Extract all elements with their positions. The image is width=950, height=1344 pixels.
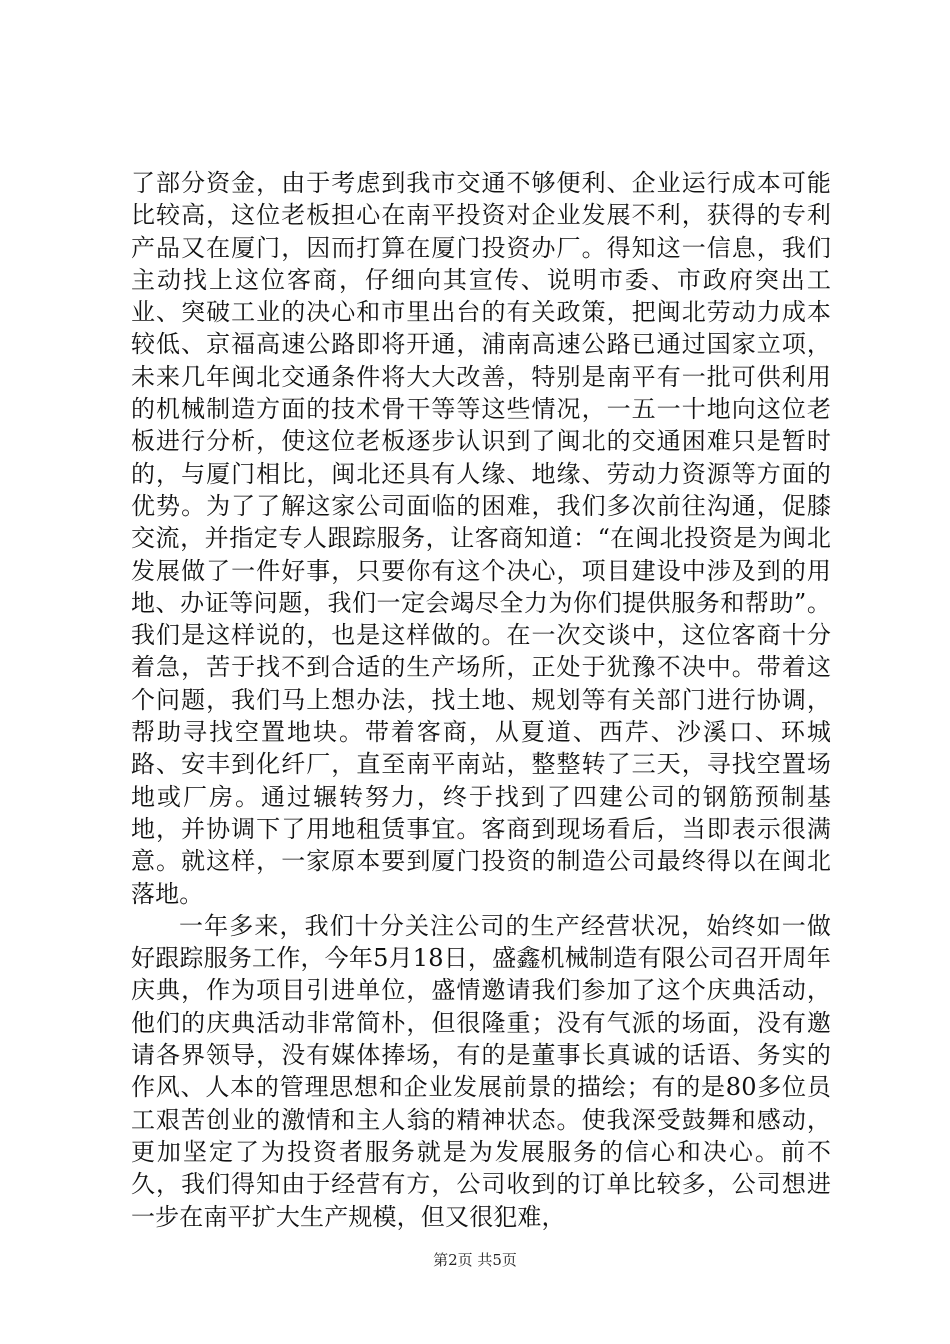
paragraph-continuation: 了部分资金，由于考虑到我市交通不够便利、企业运行成本可能比较高，这位老板担心在南平投资对企业发展不利，获得的专利产品又在厦门，因而打算在厦门投资办厂。得知这一信息，我们主动找上这位客商，仔细向其宣传、说明市委、市政府突出工业、突破工业的决心和市里出台的有关政策，把闽北劳动力成本较低、京福高速公路即将开通，浦南高速公路已通过国家立项，未来几年闽北交通条件将大大改善，特别是南平有一批可供利用的机械制造方面的技术骨干等等这些情况，一五一十地向这位老板进行分析，使这位老板逐步认识到了闽北的交通困难只是暂时的，与厦门相比，闽北还具有人缘、地缘、劳动力资源等方面的优势。为了了解这家公司面临的困难，我们多次前往沟通，促膝交流，并指定专人跟踪服务，让客商知道：“在闽北投资是为闽北发展做了一件好事，只要你有这个决心，项目建设中涉及到的用地、办证等问题，我们一定会竭尽全力为你们提供服务和帮助”。我们是这样说的，也是这样做的。在一次交谈中，这位客商十分着急，苦于找不到合适的生产场所，正处于犹豫不决中。带着这个问题，我们马上想办法，找土地、规划等有关部门进行协调，帮助寻找空置地块。带着客商，从夏道、西芹、沙溪口、环城路、安丰到化纤厂，直至南平南站，整整转了三天，寻找空置场地或厂房。通过辗转努力，终于找到了四建公司的钢筋预制基地，并协调下了用地租赁事宜。客商到现场看后，当即表示很满意。就这样，一家原本要到厦门投资的制造公司最终得以在闽北落地。: [131, 169, 831, 908]
paragraph-anniversary: 一年多来，我们十分关注公司的生产经营状况，始终如一做好跟踪服务工作，今年5月18日，盛鑫机械制造有限公司召开周年庆典，作为项目引进单位，盛情邀请我们参加了这个庆典活动，他们的庆典活动非常简朴，但很隆重；没有气派的场面，没有邀请各界领导，没有媒体捧场，有的是董事长真诚的话语、务实的作风、人本的管理思想和企业发展前景的描绘；有的是80多位员工艰苦创业的激情和主人翁的精神状态。使我深受鼓舞和感动，更加坚定了为投资者服务就是为发展服务的信心和决心。前不久，我们得知由于经营有方，公司收到的订单比较多，公司想进一步在南平扩大生产规模，但又很犯难，: [131, 911, 831, 1231]
document-body: [131, 167, 831, 1233]
page-footer: 第2页 共5页: [433, 1251, 517, 1269]
